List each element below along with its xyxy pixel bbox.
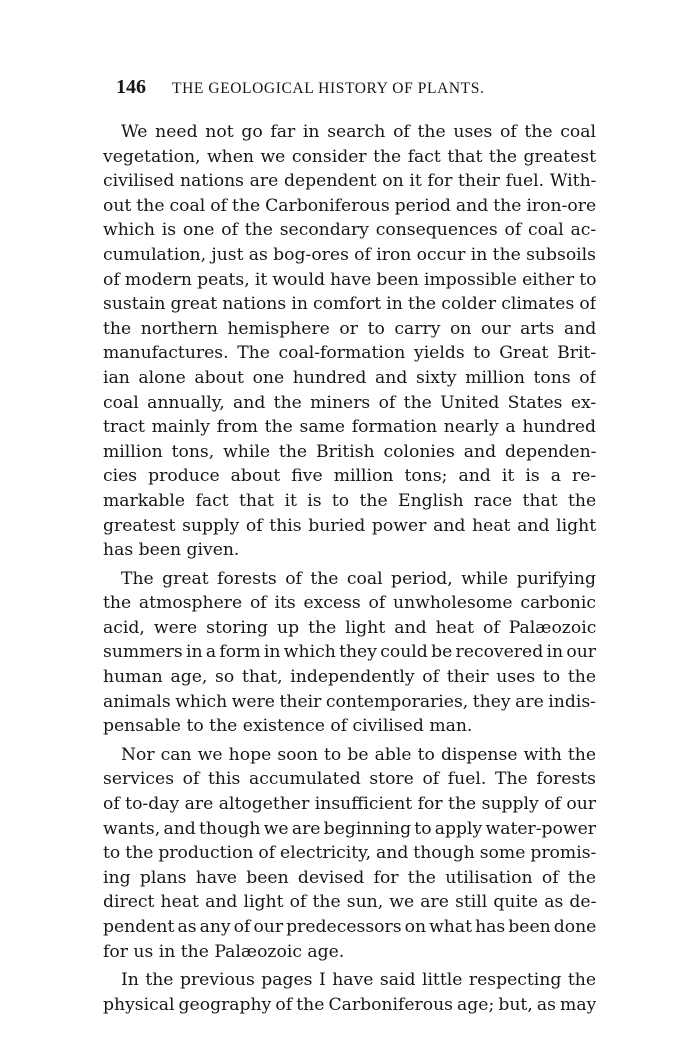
- text-line: which is one of the secondary consequences of coal ac-: [103, 220, 596, 241]
- paragraph: [103, 567, 596, 739]
- text-line: has been given.: [103, 540, 240, 561]
- page-number: 146: [116, 76, 146, 98]
- text-line: pensable to the existence of civilised man.: [103, 716, 473, 737]
- text-line: pendent as any of our predecessors on what has been done: [103, 917, 596, 937]
- text-line: animals which were their contemporaries, they are indis-: [103, 691, 596, 712]
- text-line: markable fact that it is to the English race that the: [103, 490, 596, 511]
- text-line: cies produce about five million tons; and it is a re-: [103, 466, 596, 487]
- text-line: of to-day are altogether insufficient for the supply of our: [103, 794, 596, 815]
- text-line: the northern hemisphere or to carry on our arts and: [103, 318, 596, 339]
- text-line: tract mainly from the same formation nearly a hundred: [103, 417, 596, 438]
- text-line: Nor can we hope soon to be able to dispense with the: [121, 744, 596, 765]
- text-line: ing plans have been devised for the utilisation of the: [103, 867, 596, 888]
- text-line: human age, so that, independently of their uses to the: [103, 667, 596, 688]
- text-line: manufactures. The coal-formation yields to Great Brit-: [103, 343, 596, 364]
- text-line: the atmosphere of its excess of unwholesome carbonic: [103, 593, 596, 614]
- paragraph: [103, 968, 596, 1017]
- text-line: summers in a form in which they could be recovered in our: [103, 642, 596, 663]
- text-line: sustain great nations in comfort in the colder climates of: [103, 294, 596, 315]
- running-title: THE GEOLOGICAL HISTORY OF PLANTS.: [172, 80, 485, 97]
- text-line: of modern peats, it would have been impossible either to: [103, 269, 596, 290]
- text-line: to the production of electricity, and though some promis-: [103, 843, 596, 864]
- text-line: coal annually, and the miners of the United States ex-: [103, 392, 596, 413]
- text-line: We need not go far in search of the uses of the coal: [121, 122, 596, 142]
- text-line: cumulation, just as bog-ores of iron occur in the subsoils: [103, 244, 596, 265]
- text-line: In the previous pages I have said little respecting the: [121, 970, 596, 991]
- text-line: civilised nations are dependent on it for their fuel. With-: [103, 171, 596, 192]
- text-line: direct heat and light of the sun, we are still quite as de-: [103, 892, 596, 913]
- text-line: vegetation, when we consider the fact that the greatest: [103, 146, 596, 167]
- text-line: The great forests of the coal period, while purifying: [121, 568, 596, 589]
- page-body: [103, 120, 596, 1017]
- text-line: physical geography of the Carboniferous age; but, as may: [103, 994, 596, 1015]
- text-line: acid, were storing up the light and heat of Palæozoic: [103, 617, 596, 638]
- text-line: greatest supply of this buried power and heat and light: [103, 515, 596, 536]
- paragraph: [103, 743, 596, 964]
- text-line: for us in the Palæozoic age.: [103, 941, 345, 962]
- text-line: out the coal of the Carboniferous period and the iron-ore: [103, 195, 596, 216]
- text-line: wants, and though we are beginning to apply water-power: [103, 818, 596, 839]
- page-header: [116, 76, 576, 99]
- text-line: services of this accumulated store of fuel. The forests: [103, 769, 596, 790]
- paragraph: [103, 120, 596, 563]
- text-line: ian alone about one hundred and sixty million tons of: [103, 367, 596, 388]
- text-line: million tons, while the British colonies and dependen-: [103, 441, 596, 462]
